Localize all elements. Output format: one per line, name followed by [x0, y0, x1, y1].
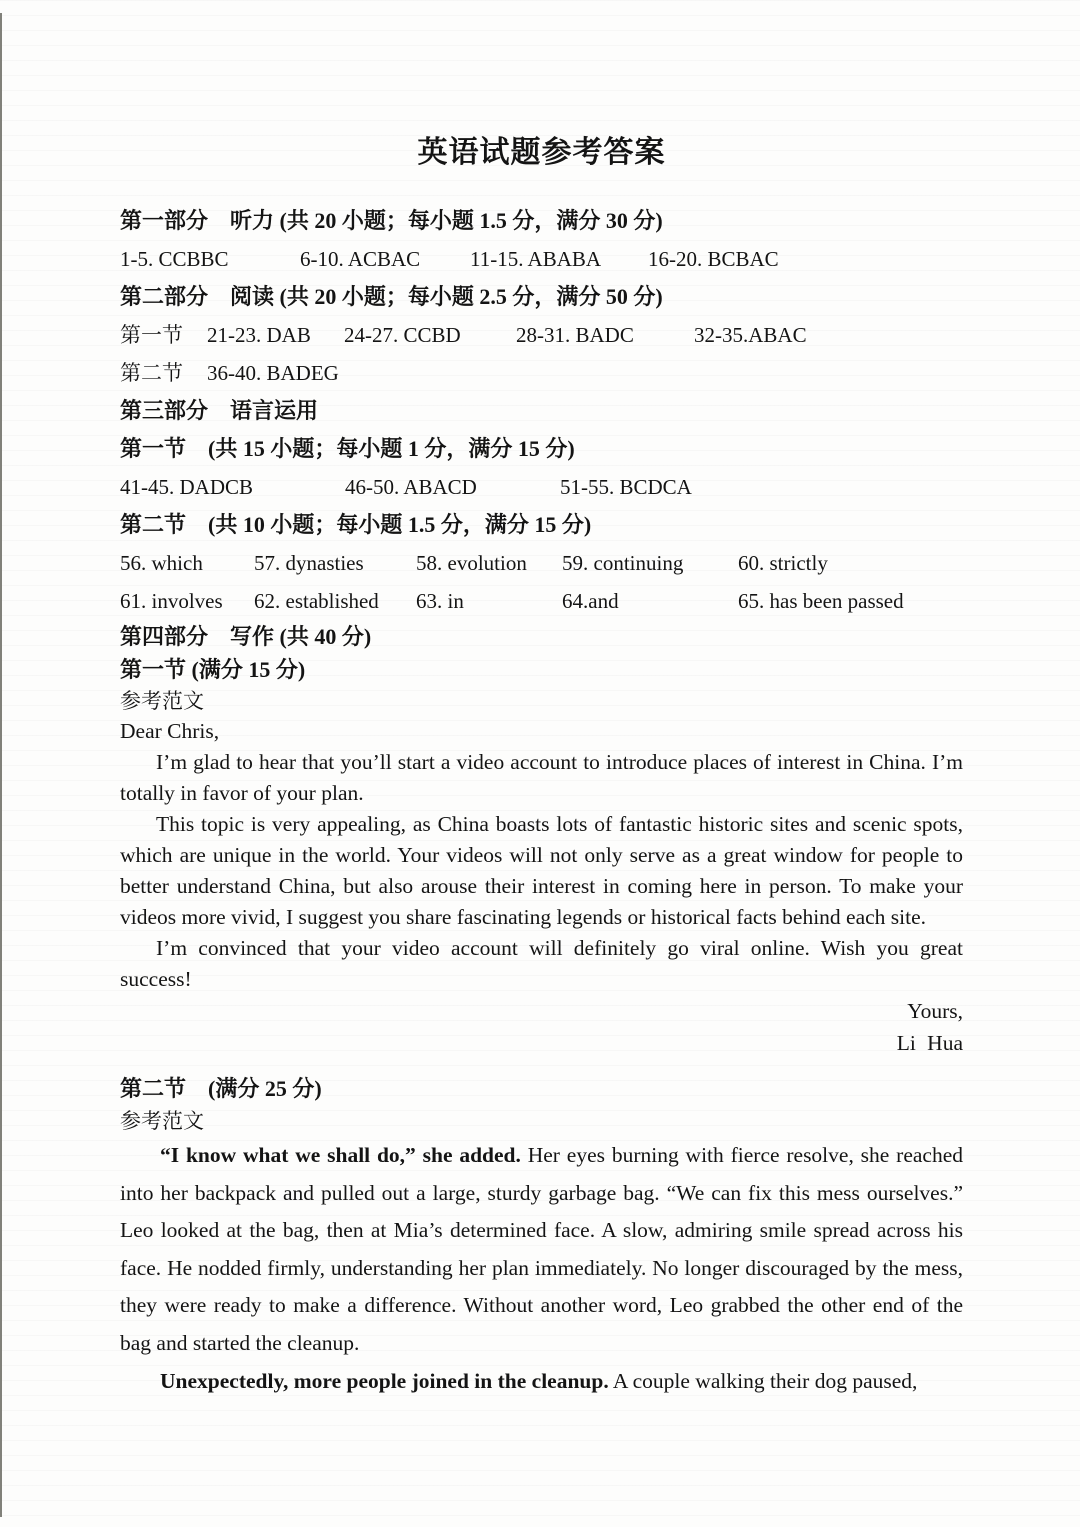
story-paragraph-1	[120, 1137, 963, 1363]
part3-section2-heading: 第二节 (共 10 小题；每小题 1.5 分，满分 15 分)	[120, 512, 592, 537]
answer-item: 63. in	[416, 589, 464, 613]
answer-item: 51-55. BCDCA	[560, 475, 692, 499]
answer-item: 58. evolution	[416, 551, 527, 575]
answer-item: 60. strictly	[738, 551, 828, 575]
answer-item: 16-20. BCBAC	[648, 247, 779, 271]
answer-item: 62. established	[254, 589, 379, 613]
part3-section1-heading: 第一节 (共 15 小题；每小题 1 分，满分 15 分)	[120, 436, 575, 461]
answer-item: 64.and	[562, 589, 619, 613]
part4-heading: 第四部分 写作 (共 40 分)	[120, 624, 372, 649]
answer-item: 32-35.ABAC	[694, 323, 807, 347]
scan-edge-artifact	[0, 13, 2, 1517]
part2-section1-row	[120, 316, 963, 354]
answer-item: 46-50. ABACD	[345, 475, 477, 499]
letter-paragraph-1: I’m glad to hear that you’ll start a video account to introduce places of interest in China. I’m totally in favor of your plan.	[120, 750, 963, 805]
letter-salutation: Dear Chris,	[120, 719, 220, 743]
answer-item: 57. dynasties	[254, 551, 364, 575]
part2-section2-row	[120, 354, 963, 392]
part4-section1-heading: 第一节 (满分 15 分)	[120, 657, 306, 682]
part4-section2-heading: 第二节 (满分 25 分)	[120, 1076, 322, 1101]
part1-answers-row	[120, 240, 963, 278]
story-lead-sentence-1: “I know what we shall do,” she added.	[160, 1143, 521, 1167]
answer-item: 11-15. ABABA	[470, 247, 602, 271]
letter-paragraph-3: I’m convinced that your video account will definitely go viral online. Wish you great success!	[120, 936, 963, 991]
part3-section2-row1	[120, 544, 963, 582]
part2-heading: 第二部分 阅读 (共 20 小题；每小题 2.5 分，满分 50 分)	[120, 284, 663, 309]
answer-item: 1-5. CCBBC	[120, 247, 229, 271]
answer-item: 41-45. DADCB	[120, 475, 254, 499]
story-body-1: Her eyes burning with fierce resolve, she reached into her backpack and pulled out a large, sturdy garbage bag. “We can fix this mess ourselves.” Leo looked at the bag, then at Mia’s determined face. A slow, admiring smile spread across his face. He nodded firmly, understanding her plan immediately. No longer discouraged by the mess, they were ready to make a difference. Without another word, Leo grabbed the other end of the bag and started the cleanup.	[120, 1143, 963, 1355]
letter-paragraph-2: This topic is very appealing, as China boasts lots of fantastic historic sites and scenic spots, which are unique in the world. Your videos will not only serve as a great window for people to better understand China, but also arouse their interest in coming here in person. To make your videos more vivid, I suggest you share fascinating legends or historical facts behind each site.	[120, 812, 963, 929]
story-body-2: A couple walking their dog paused,	[608, 1368, 918, 1393]
answer-item: 56. which	[120, 551, 203, 575]
document-content	[120, 0, 963, 1400]
letter-signature: Li Hua	[896, 1031, 963, 1055]
story-paragraph-2	[120, 1363, 963, 1401]
part3-heading: 第三部分 语言运用	[120, 398, 319, 423]
part3-section1-row	[120, 468, 963, 506]
answer-item: 36-40. BADEG	[207, 361, 339, 385]
answer-item: 65. has been passed	[738, 589, 904, 613]
section-label: 第二节	[120, 361, 183, 385]
letter-closing: Yours,	[907, 999, 963, 1023]
sample-essay-label: 参考范文	[120, 689, 204, 713]
answer-item: 28-31. BADC	[516, 323, 634, 347]
answer-item: 61. involves	[120, 589, 223, 613]
answer-item: 24-27. CCBD	[344, 323, 461, 347]
section-label: 第一节	[120, 323, 183, 347]
sample-story	[120, 1137, 963, 1400]
answer-item: 59. continuing	[562, 551, 684, 575]
page-title: 英语试题参考答案	[417, 136, 666, 169]
sample-letter	[120, 716, 963, 1059]
answer-item: 6-10. ACBAC	[300, 247, 421, 271]
sample-essay-label: 参考范文	[120, 1109, 204, 1133]
part3-section2-row2	[120, 582, 963, 620]
answer-item: 21-23. DAB	[207, 323, 311, 347]
story-lead-sentence-2: Unexpectedly, more people joined in the cleanup.	[160, 1368, 609, 1393]
part1-heading: 第一部分 听力 (共 20 小题；每小题 1.5 分，满分 30 分)	[120, 208, 663, 233]
